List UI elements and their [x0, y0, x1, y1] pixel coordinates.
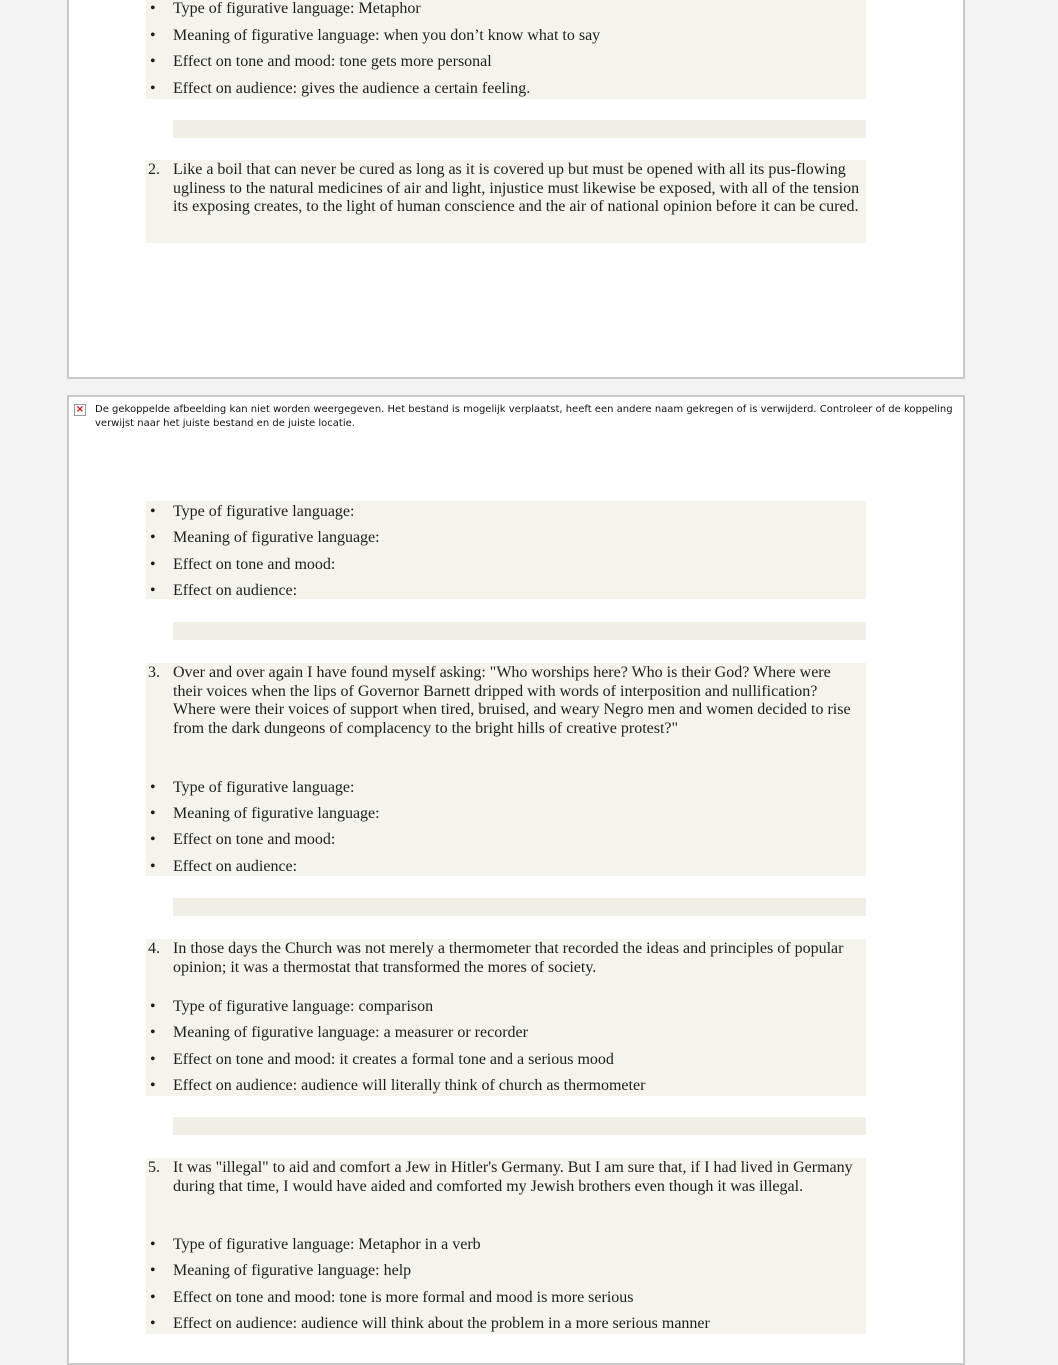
meaning-of-figurative-language: Meaning of figurative language: a measurer or recorder — [173, 1024, 528, 1041]
separator-bar — [173, 1117, 866, 1135]
broken-linked-image — [74, 403, 954, 435]
effect-on-audience: Effect on audience: gives the audience a certain feeling. — [173, 80, 531, 97]
separator-bar — [173, 622, 866, 640]
document-page-2 — [67, 395, 965, 1365]
meaning-of-figurative-language: Meaning of figurative language: when you don’t know what to say — [173, 27, 601, 44]
effect-on-tone-and-mood: Effect on tone and mood: — [173, 831, 336, 848]
bullet-icon: • — [150, 27, 156, 44]
item-number: 2. — [148, 161, 160, 178]
bullet-icon: • — [150, 1024, 156, 1041]
bullet-icon: • — [150, 529, 156, 546]
quote-text: It was "illegal" to aid and comfort a Jew in Hitler's Germany. But I am sure that, if I had lived in Germany during that time, I would have aided and comforted my Jewish brothers even though it was illegal. — [173, 1159, 853, 1195]
quote-text: Like a boil that can never be cured as long as it is covered up but must be opened with all its pus-flowing ugliness to the natural medicines of air and light, injustice must likewise be exposed, with all of the tension its exposing creates, to the light of human conscience and the air of national opinion before it can be cured. — [173, 161, 860, 216]
item-number: 5. — [148, 1159, 160, 1176]
bullet-icon: • — [150, 582, 156, 599]
effect-on-audience: Effect on audience: audience will think about the problem in a more serious manner — [173, 1315, 710, 1332]
bullet-icon: • — [150, 1077, 156, 1094]
type-of-figurative-language: Type of figurative language: Metaphor in a verb — [173, 1236, 481, 1253]
broken-image-icon: × — [75, 404, 85, 415]
bullet-icon: • — [150, 1289, 156, 1306]
bullet-icon: • — [150, 80, 156, 97]
bullet-icon: • — [150, 779, 156, 796]
broken-image-message: De gekoppelde afbeelding kan niet worden weergegeven. Het bestand is mogelijk verplaatst, heeft een andere naam gekregen of is verwijderd. Controleer of de koppeling verwijst naar het juiste bestand en de juiste locatie. — [95, 404, 953, 429]
quote-text: Over and over again I have found myself asking: "Who worships here? Who is their God? Where were their voices when the lips of Governor Barnett dripped with words of interposition and nullification? Where were their voices of support when tired, bruised, and weary Negro men and women decided to rise from the dark dungeons of complacency to the bright hills of creative protest?" — [173, 664, 851, 738]
effect-on-audience: Effect on audience: — [173, 858, 298, 875]
meaning-of-figurative-language: Meaning of figurative language: help — [173, 1262, 412, 1279]
item-number: 4. — [148, 940, 160, 957]
document-page-1 — [67, 0, 965, 379]
effect-on-tone-and-mood: Effect on tone and mood: tone is more formal and mood is more serious — [173, 1289, 634, 1306]
bullet-icon: • — [150, 503, 156, 520]
meaning-of-figurative-language: Meaning of figurative language: — [173, 805, 380, 822]
meaning-of-figurative-language: Meaning of figurative language: — [173, 529, 380, 546]
effect-on-audience: Effect on audience: audience will literally think of church as thermometer — [173, 1077, 646, 1094]
bullet-icon: • — [150, 0, 156, 17]
bullet-icon: • — [150, 1315, 156, 1332]
effect-on-tone-and-mood: Effect on tone and mood: — [173, 556, 336, 573]
item-number: 3. — [148, 664, 160, 681]
effect-on-tone-and-mood: Effect on tone and mood: it creates a formal tone and a serious mood — [173, 1051, 614, 1068]
bullet-icon: • — [150, 805, 156, 822]
bullet-icon: • — [150, 1236, 156, 1253]
bullet-icon: • — [150, 831, 156, 848]
type-of-figurative-language: Type of figurative language: Metaphor — [173, 0, 421, 17]
bullet-icon: • — [150, 53, 156, 70]
type-of-figurative-language: Type of figurative language: comparison — [173, 998, 434, 1015]
effect-on-audience: Effect on audience: — [173, 582, 298, 599]
bullet-icon: • — [150, 858, 156, 875]
bullet-icon: • — [150, 998, 156, 1015]
bullet-icon: • — [150, 556, 156, 573]
type-of-figurative-language: Type of figurative language: — [173, 779, 355, 796]
separator-bar — [173, 120, 866, 138]
quote-text: In those days the Church was not merely a thermometer that recorded the ideas and principles of popular opinion; it was a thermostat that transformed the mores of society. — [173, 940, 844, 976]
separator-bar — [173, 898, 866, 916]
bullet-icon: • — [150, 1262, 156, 1279]
type-of-figurative-language: Type of figurative language: — [173, 503, 355, 520]
effect-on-tone-and-mood: Effect on tone and mood: tone gets more personal — [173, 53, 492, 70]
bullet-icon: • — [150, 1051, 156, 1068]
